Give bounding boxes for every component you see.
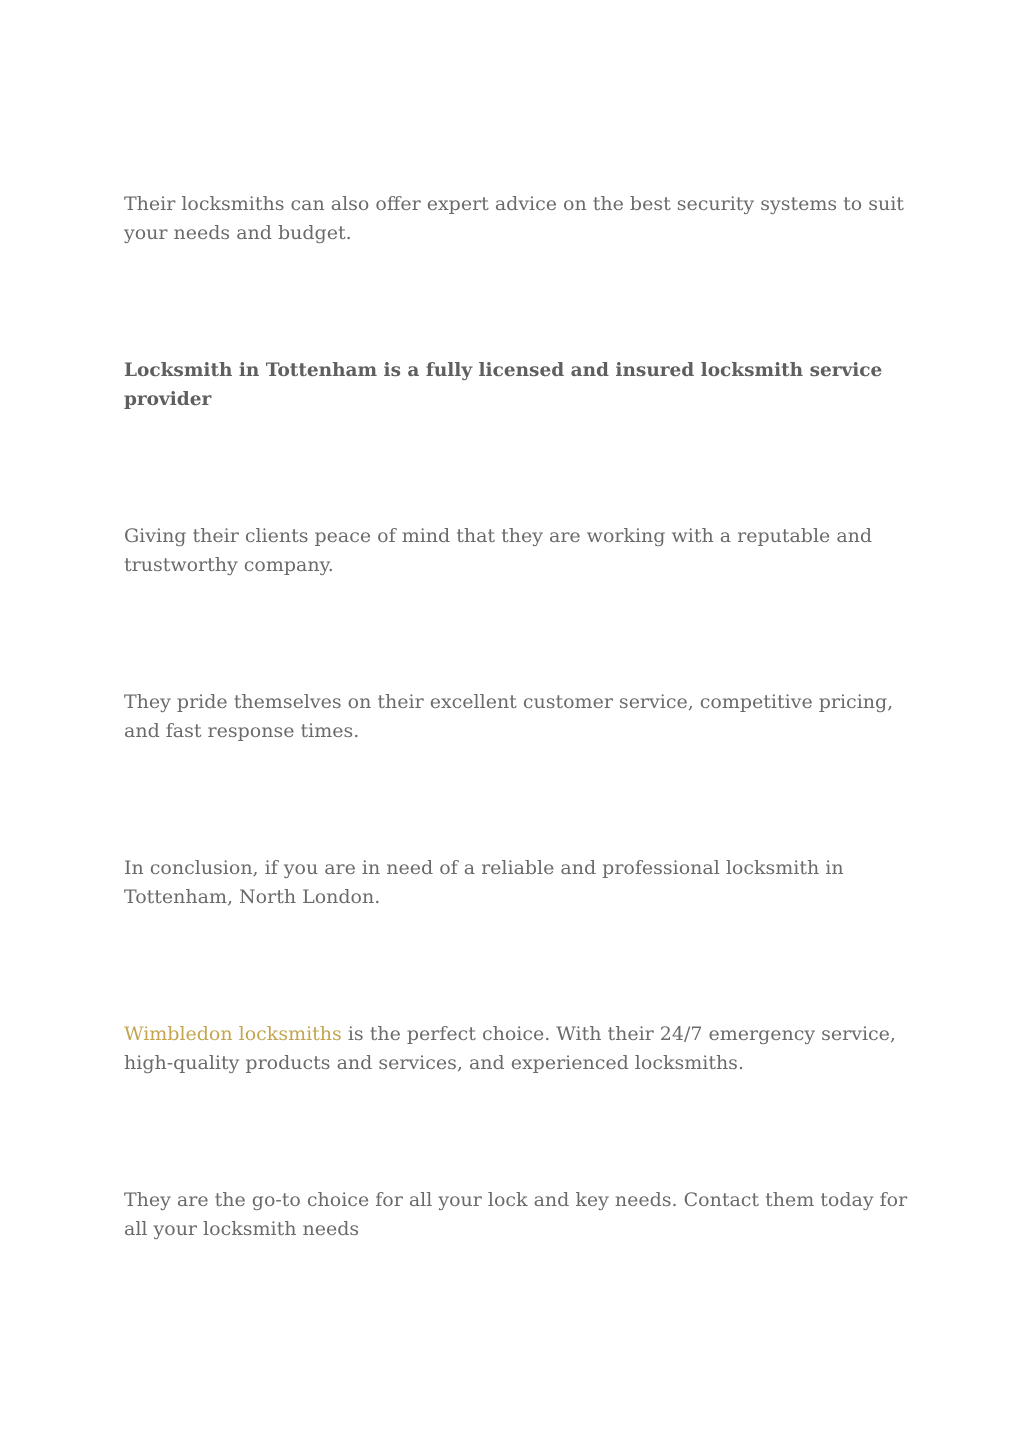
paragraph-wimbledon-text: is the perfect choice. With their 24/7 emergency service, high-quality products and services, and experienced locksmiths. [124,1023,896,1074]
paragraph-peace-of-mind: Giving their clients peace of mind that they are working with a reputable and trustworthy company. [124,525,873,576]
paragraph-customer-service: They pride themselves on their excellent customer service, competitive pricing, and fast response times. [124,691,894,742]
paragraph-security-advice: Their locksmiths can also offer expert advice on the best security systems to suit your needs and budget. [124,193,904,244]
paragraph-conclusion: In conclusion, if you are in need of a reliable and professional locksmith in Tottenham, North London. [124,857,844,908]
paragraph-contact: They are the go-to choice for all your lock and key needs. Contact them today for all your locksmith needs [124,1189,908,1240]
wimbledon-locksmiths-link[interactable]: Wimbledon locksmiths [124,1023,342,1045]
heading-licensed-insured: Locksmith in Tottenham is a fully licensed and insured locksmith service provider [124,360,883,410]
paragraph-wimbledon [124,1020,914,1078]
